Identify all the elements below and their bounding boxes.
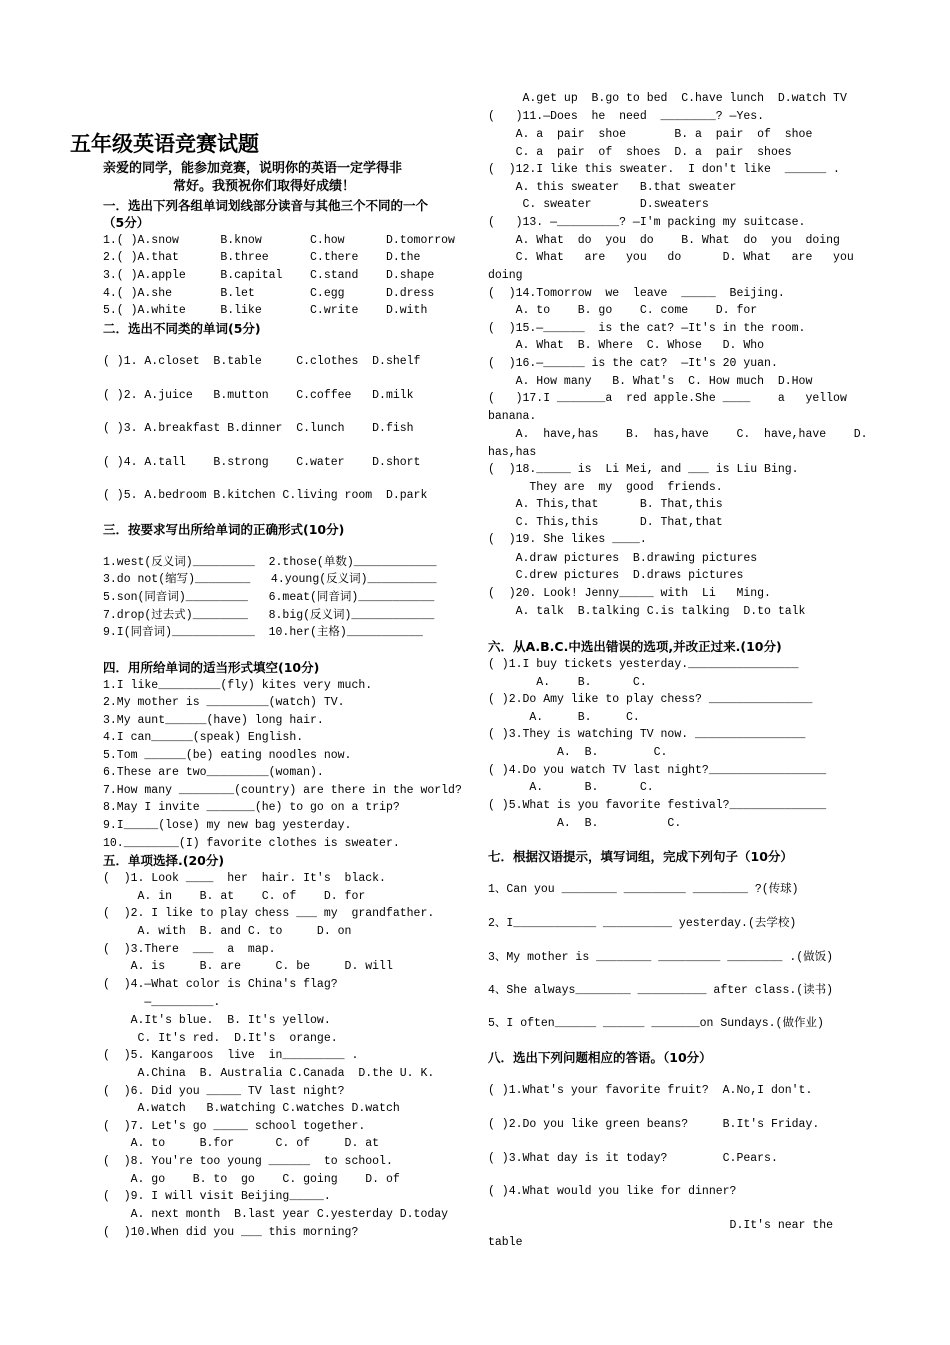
question-line: 3.My aunt______(have) long hair. bbox=[103, 714, 324, 727]
question-line: ( )3.They is watching TV now. ________________ bbox=[488, 728, 806, 741]
question-line: A. How many B. What's C. How much D.How bbox=[488, 375, 813, 388]
question-line: ( )1.What's your favorite fruit? A.No,I don't. bbox=[488, 1084, 813, 1097]
question-line: ( )2. I like to play chess ___ my grandfather. bbox=[103, 907, 435, 920]
question-line: 9.I_____(lose) my new bag yesterday. bbox=[103, 819, 352, 832]
question-line: ( )19. She likes ____. bbox=[488, 533, 647, 546]
question-line: ( )16.—______ is the cat? —It's 20 yuan. bbox=[488, 357, 778, 370]
section-heading: 三．按要求写出所给单词的正确形式(10分) bbox=[103, 522, 345, 537]
question-line: ( )5.What is you favorite festival?______________ bbox=[488, 799, 827, 812]
question-line: 5.Tom ______(be) eating noodles now. bbox=[103, 749, 352, 762]
question-line: C. a pair of shoes D. a pair shoes bbox=[488, 146, 792, 159]
question-line: A. B. C. bbox=[488, 746, 668, 759]
question-line: ( )3.What day is it today? C.Pears. bbox=[488, 1152, 778, 1165]
question-line: table bbox=[488, 1236, 523, 1249]
question-line: ( )8. You're too young ______ to school. bbox=[103, 1155, 393, 1168]
question-line: A.get up B.go to bed C.have lunch D.watch TV bbox=[488, 92, 847, 105]
question-line: ( )10.When did you ___ this morning? bbox=[103, 1226, 359, 1239]
question-line: 3.( )A.apple B.capital C.stand D.shape bbox=[103, 269, 435, 282]
question-line: A. B. C. bbox=[488, 817, 682, 830]
question-line: C. This,this D. That,that bbox=[488, 516, 723, 529]
question-line: ( )15.—______ is the cat? —It's in the room. bbox=[488, 322, 806, 335]
question-line: ( )5. A.bedroom B.kitchen C.living room D.park bbox=[103, 489, 428, 502]
question-line: ( )9. I will visit Beijing_____. bbox=[103, 1190, 331, 1203]
question-line: 1.west(反义词)_________ 2.those(单数)____________ bbox=[103, 556, 437, 569]
section-heading: 八．选出下列问题相应的答语。（10分） bbox=[488, 1050, 712, 1065]
question-line: A. is B. are C. be D. will bbox=[103, 960, 393, 973]
question-line: 2.( )A.that B.three C.there D.the bbox=[103, 251, 421, 264]
question-line: A. talk B.talking C.is talking D.to talk bbox=[488, 605, 806, 618]
question-line: 2.My mother is _________(watch) TV. bbox=[103, 696, 345, 709]
question-line: 7.How many ________(country) are there in the world? bbox=[103, 784, 462, 797]
intro-line-2: 常好。我预祝你们取得好成绩！ bbox=[173, 179, 356, 194]
question-line: ( )3. A.breakfast B.dinner C.lunch D.fish bbox=[103, 422, 414, 435]
question-line: ( )1. Look ____ her hair. It's black. bbox=[103, 872, 386, 885]
section-heading: （5分） bbox=[103, 215, 150, 230]
question-line: ( )4.Do you watch TV last night?_________________ bbox=[488, 764, 827, 777]
question-line: 3.do not(缩写)________ 4.young(反义词)__________ bbox=[103, 573, 437, 586]
question-line: A. a pair shoe B. a pair of shoe bbox=[488, 128, 813, 141]
question-line: ( )3.There ___ a map. bbox=[103, 943, 276, 956]
question-line: A. in B. at C. of D. for bbox=[103, 890, 366, 903]
question-line: C. What are you do D. What are you bbox=[488, 251, 854, 264]
question-line: ( )11.—Does he need ________? —Yes. bbox=[488, 110, 765, 123]
question-line: ( )2.Do you like green beans? B.It's Friday. bbox=[488, 1118, 820, 1131]
question-line: ( )20. Look! Jenny_____ with Li Ming. bbox=[488, 587, 771, 600]
question-line: A. to B.for C. of D. at bbox=[103, 1137, 380, 1150]
question-line: A.draw pictures B.drawing pictures bbox=[488, 552, 758, 565]
section-heading: 二．选出不同类的单词(5分) bbox=[103, 321, 261, 336]
question-line: 1.I like_________(fly) kites very much. bbox=[103, 679, 373, 692]
question-line: ( )1.I buy tickets yesterday.________________ bbox=[488, 658, 799, 671]
question-line: A. What B. Where C. Whose D. Who bbox=[488, 339, 765, 352]
question-line: ( )6. Did you _____ TV last night? bbox=[103, 1085, 345, 1098]
question-line: 1、Can you ________ _________ ________ ?(传球) bbox=[488, 883, 799, 896]
question-line: A.It's blue. B. It's yellow. bbox=[103, 1014, 331, 1027]
section-heading: 六．从A.B.C.中选出错误的选项,并改正过来.(10分) bbox=[488, 639, 782, 654]
question-line: ( )13. —_________? —I'm packing my suitcase. bbox=[488, 216, 806, 229]
question-line: ( )5. Kangaroos live in_________ . bbox=[103, 1049, 359, 1062]
question-line: ( )2. A.juice B.mutton C.coffee D.milk bbox=[103, 389, 414, 402]
question-line: A. this sweater B.that sweater bbox=[488, 181, 737, 194]
section-heading: 五．单项选择.(20分) bbox=[103, 853, 225, 868]
question-line: They are my good friends. bbox=[488, 481, 723, 494]
question-line: A. B. C. bbox=[488, 711, 640, 724]
question-line: A. B. C. bbox=[488, 676, 647, 689]
question-line: A. to B. go C. come D. for bbox=[488, 304, 758, 317]
question-line: C. sweater D.sweaters bbox=[488, 198, 709, 211]
question-line: doing bbox=[488, 269, 523, 282]
intro-line-1: 亲爱的同学，能参加竞赛，说明你的英语一定学得非 bbox=[103, 161, 403, 176]
question-line: 5.son(同音词)_________ 6.meat(同音词)___________ bbox=[103, 591, 435, 604]
question-line: C. It's red. D.It's orange. bbox=[103, 1032, 338, 1045]
question-line: 10.________(I) favorite clothes is sweater. bbox=[103, 837, 400, 850]
question-line: ( )17.I _______a red apple.She ____ a yellow bbox=[488, 392, 847, 405]
question-line: ( )2.Do Amy like to play chess? _______________ bbox=[488, 693, 813, 706]
question-line: ( )12.I like this sweater. I don't like ______ . bbox=[488, 163, 840, 176]
question-line: A.watch B.watching C.watches D.watch bbox=[103, 1102, 400, 1115]
question-line: 4.( )A.she B.let C.egg D.dress bbox=[103, 287, 435, 300]
question-line: 4.I can______(speak) English. bbox=[103, 731, 304, 744]
question-line: A. go B. to go C. going D. of bbox=[103, 1173, 400, 1186]
question-line: C.drew pictures D.draws pictures bbox=[488, 569, 744, 582]
question-line: 1.( )A.snow B.know C.how D.tomorrow bbox=[103, 234, 455, 247]
question-line: A. have,has B. has,have C. have,have D. bbox=[488, 428, 868, 441]
question-line: A. with B. and C. to D. on bbox=[103, 925, 352, 938]
question-line: 5、I often______ ______ _______on Sundays.(做作业) bbox=[488, 1017, 824, 1030]
question-line: ( )4.What would you like for dinner? bbox=[488, 1185, 737, 1198]
question-line: A. B. C. bbox=[488, 781, 654, 794]
question-line: ( )7. Let's go _____ school together. bbox=[103, 1120, 366, 1133]
question-line: 9.I(同音词)____________ 10.her(主格)___________ bbox=[103, 626, 423, 639]
question-line: 6.These are two_________(woman). bbox=[103, 766, 324, 779]
page-title: 五年级英语竞赛试题 bbox=[70, 132, 259, 156]
question-line: ( )4. A.tall B.strong C.water D.short bbox=[103, 456, 421, 469]
question-line: A. next month B.last year C.yesterday D.today bbox=[103, 1208, 449, 1221]
section-heading: 四．用所给单词的适当形式填空(10分) bbox=[103, 660, 320, 675]
question-line: ( )14.Tomorrow we leave _____ Beijing. bbox=[488, 287, 785, 300]
question-line: ( )4.—What color is China's flag? bbox=[103, 978, 338, 991]
question-line: A.China B. Australia C.Canada D.the U. K. bbox=[103, 1067, 435, 1080]
question-line: A. This,that B. That,this bbox=[488, 498, 723, 511]
question-line: ( )1. A.closet B.table C.clothes D.shelf bbox=[103, 355, 421, 368]
section-heading: 七．根据汉语提示，填写词组，完成下列句子（10分） bbox=[488, 849, 793, 864]
question-line: D.It's near the bbox=[488, 1219, 834, 1232]
question-line: has,has bbox=[488, 446, 537, 459]
question-line: banana. bbox=[488, 410, 537, 423]
question-line: 4、She always________ __________ after class.(读书) bbox=[488, 984, 834, 997]
section-heading: 一．选出下列各组单词划线部分读音与其他三个不同的一个 bbox=[103, 198, 429, 213]
question-line: —_________. bbox=[103, 996, 221, 1009]
question-line: 3、My mother is ________ _________ ________ .(做饭) bbox=[488, 951, 834, 964]
question-line: ( )18._____ is Li Mei, and ___ is Liu Bing. bbox=[488, 463, 799, 476]
question-line: 2、I____________ __________ yesterday.(去学校) bbox=[488, 917, 797, 930]
question-line: A. What do you do B. What do you doing bbox=[488, 234, 840, 247]
question-line: 7.drop(过去式)________ 8.big(反义词)____________ bbox=[103, 609, 435, 622]
question-line: 5.( )A.white B.like C.write D.with bbox=[103, 304, 428, 317]
question-line: 8.May I invite _______(he) to go on a trip? bbox=[103, 801, 400, 814]
